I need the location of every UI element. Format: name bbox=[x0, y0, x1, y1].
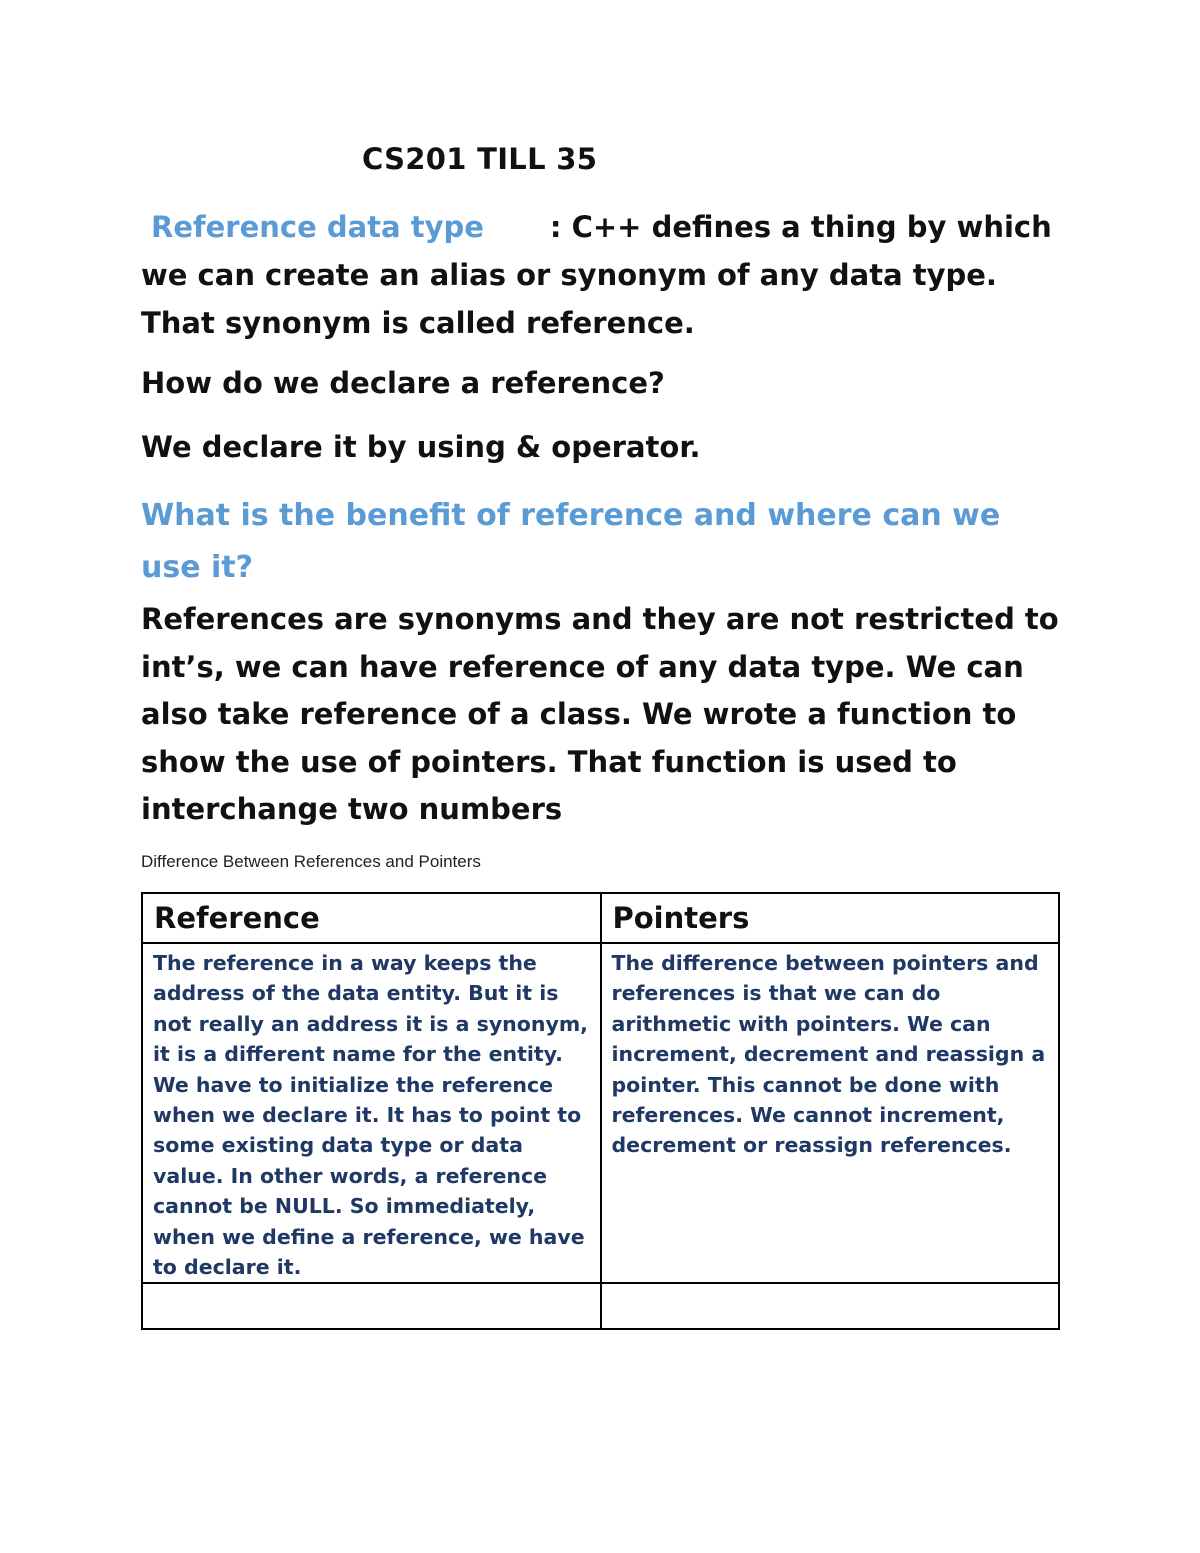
table-caption: Difference Between References and Pointers bbox=[141, 852, 481, 871]
question-reference-benefit: What is the benefit of reference and where can we use it? bbox=[141, 498, 1001, 585]
table-row bbox=[142, 943, 1059, 1283]
reference-data-type-term: Reference data type bbox=[151, 210, 484, 244]
cell-reference-description: The reference in a way keeps the address of the data entity. But it is not really an address it is a synonym, it is a different name for the entity. We have to initialize the reference when we declare it. It has to point to some existing data type or data value. In other words, a reference cannot be NULL. So immediately, when we define a reference, we have to declare it. bbox=[142, 943, 601, 1283]
comparison-table bbox=[141, 892, 1060, 1330]
table-row-empty bbox=[142, 1283, 1059, 1329]
intro-paragraph bbox=[141, 203, 1071, 347]
cell-pointers-description: The difference between pointers and references is that we can do arithmetic with pointers. We can increment, decrement and reassign a pointer. This cannot be done with references. We cannot increment, decrement or reassign references. bbox=[601, 943, 1060, 1283]
table-header-row bbox=[142, 893, 1059, 943]
header-reference: Reference bbox=[142, 893, 601, 943]
question-declare-reference: How do we declare a reference? bbox=[141, 366, 665, 400]
answer-declare-reference: We declare it by using & operator. bbox=[141, 430, 701, 464]
empty-cell-left bbox=[142, 1283, 601, 1329]
answer-reference-benefit: References are synonyms and they are not restricted to int’s, we can have reference of any data type. We can also take reference of a class. We wrote a function to show the use of pointers. That function is used to interchange two numbers bbox=[141, 602, 1059, 826]
page-title: CS201 TILL 35 bbox=[362, 142, 598, 176]
empty-cell-right bbox=[601, 1283, 1060, 1329]
header-pointers: Pointers bbox=[601, 893, 1060, 943]
reference-definition: : C++ defines a thing by which we can create an alias or synonym of any data type. That synonym is called reference. bbox=[141, 210, 1052, 340]
